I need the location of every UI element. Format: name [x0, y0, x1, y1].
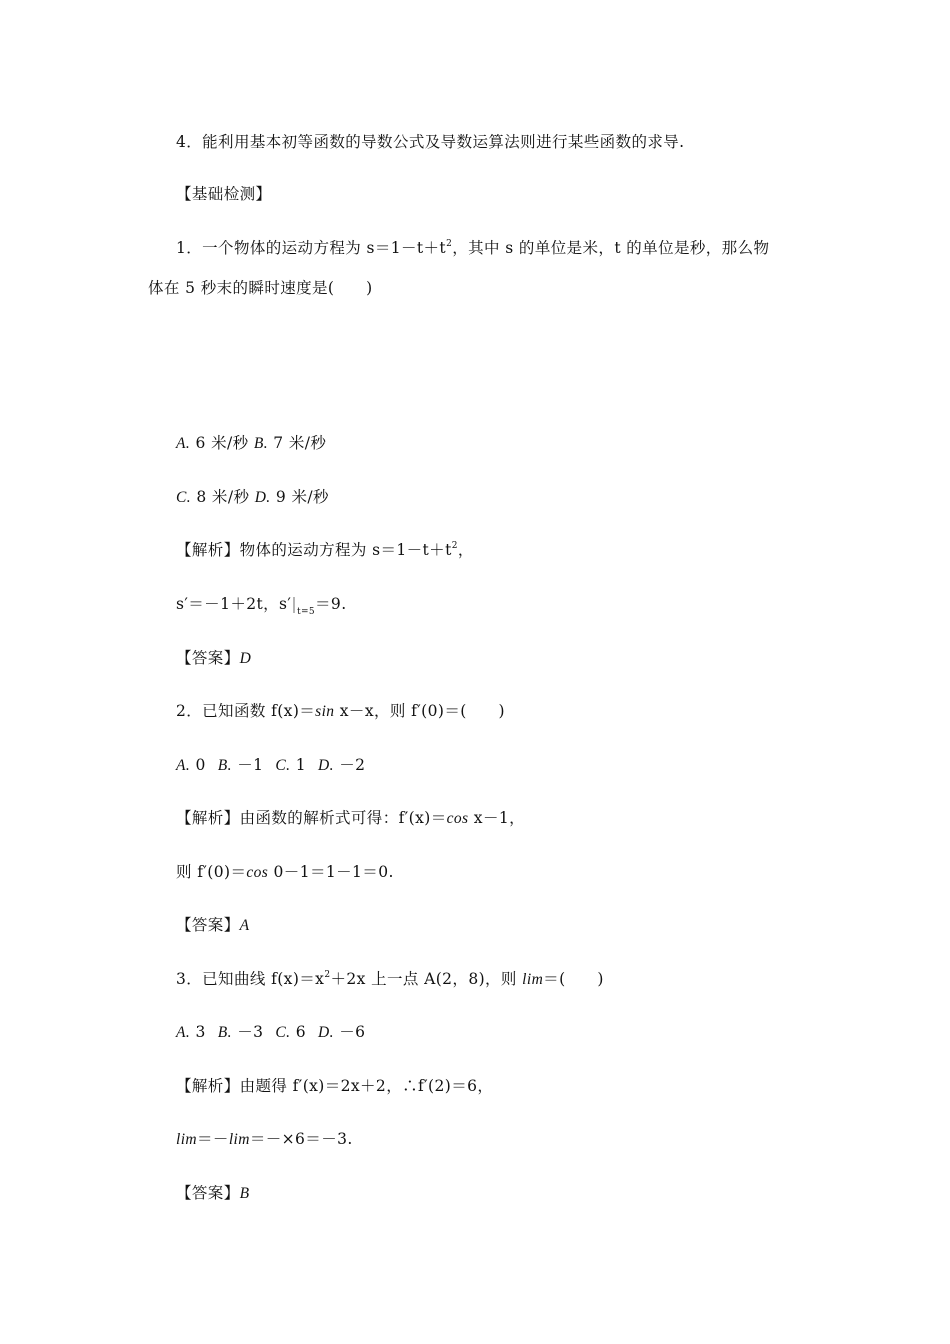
q2-stem-b: x－x，则 f′(0)＝( )	[334, 702, 505, 720]
q1-analysis	[176, 538, 474, 560]
q3-analysis-text: 由题得 f′(x)＝2x＋2，∴f′(2)＝6，	[239, 1077, 494, 1095]
q2-option-c-letter: C.	[275, 757, 291, 774]
q3-limit-line	[176, 1127, 353, 1149]
q1-stem-sup: 2	[446, 239, 453, 249]
q3-lim-end: ＝－×6＝－3.	[249, 1130, 353, 1148]
q2-option-b-letter: B.	[217, 757, 232, 774]
q3-stem-a: 3．已知曲线 f(x)＝x	[176, 970, 325, 988]
q2-then-a: 则 f′(0)＝	[176, 863, 247, 881]
q1-deriv-bar: |	[291, 595, 297, 613]
q2-option-a-letter: A.	[176, 757, 191, 774]
q1-deriv-sub: t=5	[296, 607, 316, 617]
q2-then-b: 0－1＝1－1＝0.	[268, 863, 394, 881]
q1-analysis-a: 物体的运动方程为 s＝1－t＋t	[239, 541, 452, 559]
q2-stem	[176, 699, 505, 721]
q1-answer-label: 【答案】	[176, 649, 240, 667]
q3-analysis-label: 【解析】	[176, 1077, 240, 1095]
q3-option-a-letter: A.	[176, 1024, 191, 1041]
q2-option-d-text: －2	[333, 756, 366, 774]
q1-option-c-letter: C.	[176, 489, 192, 506]
q1-option-a-text: 6 米/秒	[190, 434, 254, 452]
q2-analysis-a: 由函数的解析式可得：f′(x)＝	[239, 809, 447, 827]
q2-analysis-cos: cos	[446, 810, 469, 827]
q1-option-a-letter: A.	[176, 435, 191, 452]
q3-option-a-text: 3	[190, 1023, 206, 1041]
q2-then-cos: cos	[246, 864, 269, 881]
q2-answer-label: 【答案】	[176, 916, 240, 934]
q1-option-c-text: 8 米/秒	[191, 488, 255, 506]
q2-options	[176, 753, 365, 775]
q3-option-c-letter: C.	[275, 1024, 291, 1041]
q2-option-c-text: 1	[290, 756, 307, 774]
q2-option-a-text: 0	[190, 756, 206, 774]
q2-option-b-text: －1	[231, 756, 264, 774]
q1-analysis-b: ，	[457, 541, 474, 559]
q1-option-b-text: 7 米/秒	[267, 434, 327, 452]
q1-option-d-letter: D.	[254, 489, 271, 506]
q3-option-c-text: 6	[290, 1023, 307, 1041]
q3-answer	[176, 1181, 249, 1203]
q2-answer	[176, 913, 249, 935]
q3-answer-label: 【答案】	[176, 1184, 240, 1202]
q1-stem-a: 1．一个物体的运动方程为 s＝1－t＋t	[176, 239, 447, 257]
q3-option-b-text: －3	[231, 1023, 264, 1041]
q1-stem-line1	[176, 236, 769, 258]
q3-stem-lim: lim	[522, 971, 544, 988]
q1-option-d-text: 9 米/秒	[270, 488, 329, 506]
q3-lim2: lim	[228, 1131, 250, 1148]
q3-option-d-letter: D.	[318, 1024, 334, 1041]
q3-option-b-letter: B.	[217, 1024, 232, 1041]
q3-stem	[176, 967, 604, 989]
q2-stem-a: 2．已知函数 f(x)＝	[176, 702, 316, 720]
q1-stem-line2: 体在 5 秒末的瞬时速度是( )	[148, 279, 373, 297]
q3-lim1: lim	[176, 1131, 198, 1148]
q3-lim-mid: ＝－	[197, 1130, 229, 1148]
q2-analysis	[176, 806, 525, 828]
q1-analysis-label: 【解析】	[176, 541, 240, 559]
q2-answer-value: A	[239, 917, 250, 934]
section-heading: 【基础检测】	[176, 185, 272, 203]
q2-then	[176, 860, 394, 882]
objective-4: 4．能利用基本初等函数的导数公式及导数运算法则进行某些函数的求导.	[176, 133, 685, 151]
q1-stem-b: ，其中 s 的单位是米，t 的单位是秒，那么物	[452, 239, 770, 257]
q1-options-cd	[176, 485, 329, 507]
q2-stem-sin: sin	[315, 703, 335, 720]
q3-answer-value: B	[239, 1185, 250, 1202]
q3-stem-c: ＝( )	[543, 970, 604, 988]
q3-analysis	[176, 1074, 493, 1096]
q1-derivative	[176, 592, 347, 617]
q1-option-b-letter: B.	[253, 435, 268, 452]
q2-analysis-b: x－1，	[468, 809, 526, 827]
q3-stem-sup: 2	[324, 970, 331, 980]
q3-options	[176, 1020, 365, 1042]
q1-deriv-b: ＝9.	[315, 595, 347, 613]
q2-option-d-letter: D.	[318, 757, 334, 774]
q1-answer-value: D	[239, 650, 252, 667]
q3-option-d-text: －6	[333, 1023, 366, 1041]
q1-answer	[176, 646, 251, 668]
q1-deriv-a: s′＝－1＋2t，s′	[176, 595, 292, 613]
q3-stem-b: ＋2x 上一点 A(2，8)，则	[330, 970, 523, 988]
q1-analysis-sup: 2	[451, 541, 458, 551]
q1-options-ab	[176, 431, 326, 453]
q2-analysis-label: 【解析】	[176, 809, 240, 827]
